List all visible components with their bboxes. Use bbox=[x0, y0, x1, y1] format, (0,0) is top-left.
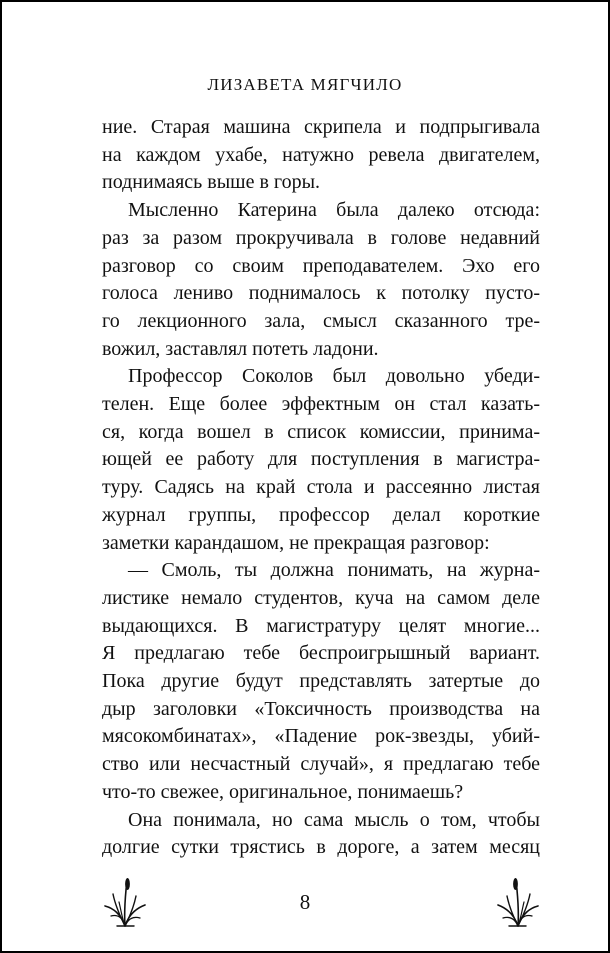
text-line: ющей ее работу для поступления в магистра- bbox=[102, 448, 540, 471]
text-line: Я предлагаю тебе беспроигрышный вариант. bbox=[102, 642, 540, 665]
text-line: Мысленно Катерина была далеко отсюда: bbox=[128, 199, 540, 222]
text-line: разговор со своим преподавателем. Эхо его bbox=[102, 254, 540, 277]
text-line: ство или несчастный случай», я предлагаю тебе bbox=[102, 753, 540, 776]
running-header-author: ЛИЗАВЕТА МЯГЧИЛО bbox=[207, 75, 403, 94]
text-line: Профессор Соколов был довольно убеди- bbox=[128, 365, 540, 388]
text-line: Пока другие будут представлять затертые до bbox=[102, 670, 540, 693]
text-line: мясокомбинатах», «Падение рок-звезды, убий- bbox=[102, 725, 540, 748]
text-line: журнал группы, профессор делал короткие bbox=[102, 503, 540, 526]
text-line: туру. Садясь на край стола и рассеянно листая bbox=[102, 476, 540, 499]
text-line: листике немало студентов, куча на самом деле bbox=[102, 586, 540, 609]
text-line: Она понимала, но сама мысль о том, чтобы bbox=[128, 808, 540, 831]
text-line: на каждом ухабе, натужно ревела двигателем, bbox=[102, 143, 540, 166]
text-line: дыр заголовки «Токсичность производства на bbox=[102, 697, 540, 720]
text-line: поднимаясь выше в горы. bbox=[102, 171, 321, 194]
text-line: телен. Еще более эффектным он стал казать- bbox=[102, 393, 540, 416]
body-text bbox=[102, 114, 540, 862]
text-line: ся, когда вошел в список комиссии, принима- bbox=[102, 420, 540, 443]
text-line: голоса лениво поднималось к потолку пусто- bbox=[102, 282, 540, 305]
text-line: что-то свежее, оригинальное, понимаешь? bbox=[102, 780, 464, 803]
text-line: — Смоль, ты должна понимать, на журна- bbox=[128, 559, 540, 582]
text-line: ние. Старая машина скрипела и подпрыгивала bbox=[102, 116, 540, 138]
text-line: раз за разом прокручивала в голове недавний bbox=[102, 226, 540, 249]
page-number: 8 bbox=[299, 890, 311, 914]
reed-grass-icon bbox=[496, 874, 540, 928]
text-line: выдающихся. В магистратуру целят многие... bbox=[102, 614, 540, 637]
text-line: го лекционного зала, смысл сказанного тре- bbox=[102, 309, 540, 332]
text-line: заметки карандашом, не прекращая разговор: bbox=[102, 531, 490, 554]
text-line: долгие сутки трястись в дороге, а затем месяц bbox=[102, 836, 540, 859]
text-line: вожил, заставлял потеть ладони. bbox=[102, 337, 379, 360]
